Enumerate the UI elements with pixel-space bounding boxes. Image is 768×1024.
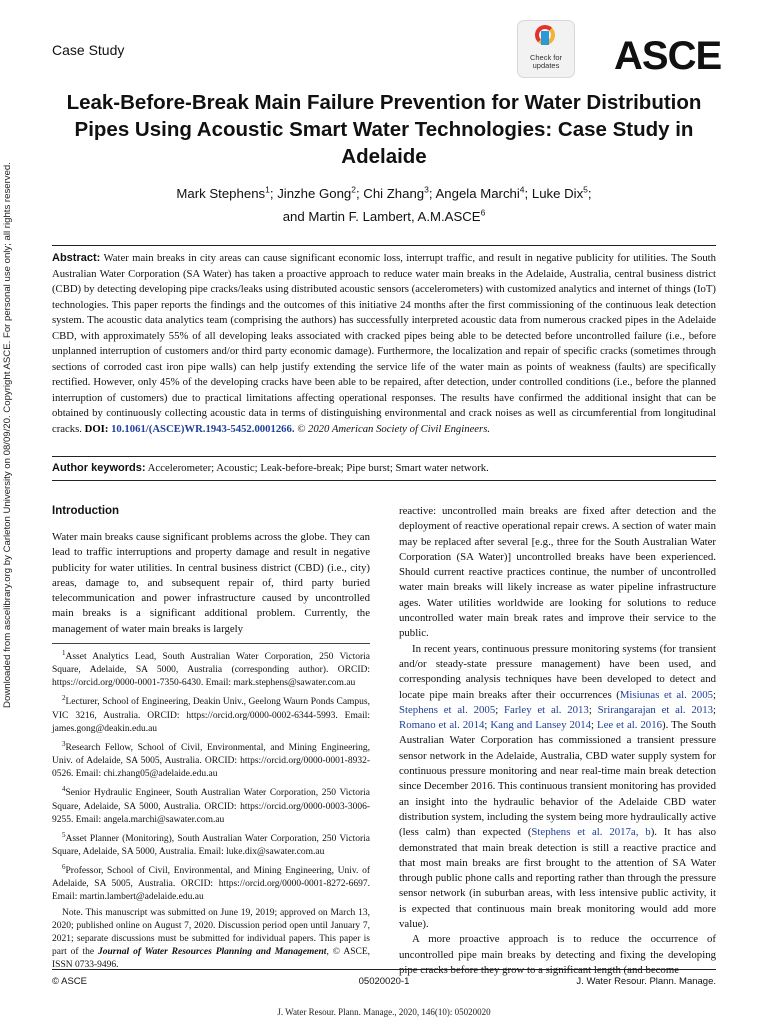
footer-journal: J. Water Resour. Plann. Manage.	[576, 976, 716, 987]
footer-copyright: © ASCE	[52, 976, 87, 987]
manuscript-note: Note. This manuscript was submitted on June 19, 2019; approved on March 13, 2020; published online on August 7, 2020. Discussion period open until January 7, 2021; separate discussions must be submitted for individual papers. This paper is part of the Journal of Water Resources Planning and Management, © ASCE, ISSN 0733-9496.	[52, 907, 370, 970]
citation-link[interactable]: Romano et al. 2014	[399, 719, 485, 732]
paper-title: Leak-Before-Break Main Failure Prevention for Water Distribution Pipes Using Acoustic Smart Water Technologies: Case Study in Adelaide	[66, 91, 702, 168]
author: Jinzhe Gong$^2$;	[277, 185, 364, 202]
footer-article-number: 05020020-1	[358, 976, 410, 987]
intro-paragraph: Water main breaks cause significant problems across the globe. They can lead to traffic interruptions and property damage and result in negative publicity for water utilities. In central business district (CBD) (i.e., city) areas, damage to, and subsequent repair of, third party buried telecommunication and power infrastructure caused by uncontrolled main breaks is a significant additional problem. Currently, the management of water main breaks is largely	[52, 531, 370, 635]
author: Chi Zhang$^3$;	[363, 185, 436, 202]
intro-paragraph: reactive: uncontrolled main breaks are fixed after detection and the deployment of reactive operational repair crews. A section of water main may be replaced after several [e.g., three for the South Australian Water Corporation (SA Water)] uncontrolled breaks have been experienced. Should current reactive practices continue, the number of uncontrolled water main breaks will likely increase as water pipeline infrastructure ages. Water utilities worldwide are looking for solutions to reduce uncontrolled water main break rates and improve their service to the public.	[399, 505, 716, 640]
intro-right-column	[399, 504, 716, 978]
keywords-bottom-rule	[52, 480, 716, 481]
footnote: $^6$Professor, School of Civil, Environmental, and Mining Engineering, Univ. of Adelaide, SA 5005, Australia. ORCID: https://orcid.org/0000-0001-8272-6697. Email: martin.lambert@adelaide.edu.au	[52, 863, 370, 903]
keywords-text: Accelerometer; Acoustic; Leak-before-break; Pipe burst; Smart water network.	[147, 462, 489, 474]
citation-link[interactable]: Stephens et al. 2005	[399, 703, 496, 716]
check-badge-label: Check for updates	[529, 53, 563, 70]
keywords-top-rule	[52, 456, 716, 457]
abstract-top-rule	[52, 245, 716, 246]
section-label: Case Study	[52, 42, 125, 58]
doi-link[interactable]: 10.1061/(ASCE)WR.1943-5452.0001266.	[111, 422, 295, 435]
author: and Martin F. Lambert, A.M.ASCE$^6$	[282, 207, 486, 224]
download-sidebar-notice: Downloaded from ascelibrary.org by Carleton University on 08/09/20. Copyright ASCE. For personal use only; all rights reserved.	[2, 162, 13, 708]
footnote: $^5$Asset Planner (Monitoring), South Australian Water Corporation, 250 Victoria Square, Adelaide, SA 5000, Australia. Email: luke.dix@sawater.com.au	[52, 830, 370, 857]
author-keywords	[52, 461, 716, 476]
citation-link[interactable]: Srirangarajan et al. 2013	[597, 703, 714, 716]
doi-label: DOI:	[84, 422, 109, 435]
footnote: $^2$Lecturer, School of Engineering, Deakin Univ., Geelong Waurn Ponds Campus, VIC 3216, Australia. ORCID: https://orcid.org/0000-0002-6344-5993. Email: james.gong@deakin.edu.au	[52, 694, 370, 734]
intro-left-column	[52, 530, 370, 637]
bookmark-icon	[541, 31, 549, 45]
author-list	[60, 181, 708, 226]
footnotes	[52, 647, 370, 974]
footer-rule	[52, 969, 716, 970]
author: Mark Stephens$^1$;	[176, 185, 278, 202]
section-heading-introduction: Introduction	[52, 505, 120, 517]
footnote-rule	[52, 643, 370, 644]
abstract	[52, 251, 716, 437]
citation-link[interactable]: Stephens et al. 2017a, b	[531, 826, 651, 839]
footnote: $^1$Asset Analytics Lead, South Australian Water Corporation, 250 Victoria Square, Adelaide, SA 5000, Australia (corresponding author). ORCID: https://orcid.org/0000-0001-7350-6430. Email: mark.stephens@sawater.com.au	[52, 649, 370, 689]
author: Luke Dix$^5$;	[531, 185, 592, 202]
abstract-label: Abstract:	[52, 252, 101, 264]
citation-line: J. Water Resour. Plann. Manage., 2020, 146(10): 05020020	[277, 1007, 491, 1017]
check-for-updates-badge[interactable]	[517, 20, 575, 78]
citation-link[interactable]: Lee et al. 2016	[597, 719, 663, 732]
author: Angela Marchi$^4$;	[435, 185, 532, 202]
abstract-text: Water main breaks in city areas can cause significant economic loss, interrupt traffic, and result in negative publicity for utilities. The South Australian Water Corporation (SA Water) has taken a proactive approach to reduce water main breaks in the Adelaide, Australia, central business district (CBD) by detecting developing pipe cracks/leaks using distributed acoustic sensors (accelerometers) with customized analytics and internet of things (IoT) technologies. This paper reports the findings and the outcomes of this initiative 24 months after the first commissioning of the continuous leak detection system. The acoustic data analytics team (comprising the authors) has successfully interpreted acoustic data from numerous cracked pipes in the Adelaide CBD, with approximately 55% of all developing leaks associated with cracked pipes being able to be detected before uncontrolled failure (i.e., before unplanned interruption of customers and/or third party economic damage). Furthermore, the localization and repair of specific cracks (sometimes through sections of corroded cast iron pipe walls) can help justify extending the service life of the water main as points of weakness (faults) are specifically rectified. However, only 45% of the developing cracks have been able to be repaired, after detection, under controlled conditions (i.e., before the planned interruption of customers) due to practical limitations affecting operational responses. The results have confirmed the additional insight that can be obtained by continuously collecting acoustic data in terms of distinguishing environmental and crack noises as well as circumferential from longitudinal cracks.	[52, 252, 716, 435]
asce-logo: ASCE	[614, 34, 722, 78]
keywords-label: Author keywords:	[52, 462, 146, 474]
footnote: $^4$Senior Hydraulic Engineer, South Australian Water Corporation, 250 Victoria Square, Adelaide, SA 5000, Australia. ORCID: https://orcid.org/0000-0003-3006-9255. Email: angela.marchi@sawater.com.au	[52, 785, 370, 825]
intro-paragraph: A more proactive approach is to reduce the occurrence of uncontrolled pipe main breaks by detecting and fixing the developing pipe cracks before they grow to a significant length (and become	[399, 933, 716, 976]
abstract-copyright: © 2020 American Society of Civil Engineers.	[297, 422, 491, 435]
citation-link[interactable]: Misiunas et al. 2005	[619, 688, 713, 701]
citation-link[interactable]: Farley et al. 2013	[504, 703, 589, 716]
intro-paragraph: In recent years, continuous pressure monitoring systems (for transient and/or steady-state pressure management) have been used, and corresponding analysis techniques have been developed to detect and locate pipe main breaks after their occurrences (Misiunas et al. 2005; Stephens et al. 2005; Farley et al. 2013; Srirangarajan et al. 2013; Romano et al. 2014; Kang and Lansey 2014; Lee et al. 2016). The South Australian Water Corporation has commissioned a transient pressure sensor network in the Adelaide, Australia, CBD water supply system for continuous pressure monitoring and near real-time main break detection since December 2016. This continuous transient monitoring has provided an insight into the hydraulic behavior of the Adelaide CBD water distribution system, including the system being more hydraulically active (less calm) than expected (Stephens et al. 2017a, b). It has also demonstrated that main break detection is still a reactive practice and that most main breaks are first brought to the attention of SA Water through public phone calls and reporting rather than through the pressure sensor network (in suburban areas, with less intensive public activity, it is expected that continuous main break monitoring would add more value).	[399, 642, 717, 931]
citation-link[interactable]: Kang and Lansey 2014	[490, 719, 592, 732]
footnote: $^3$Research Fellow, School of Civil, Environmental, and Mining Engineering, Univ. of Adelaide, SA 5005, Australia. ORCID: https://orcid.org/0000-0001-8932-0526. Email: chi.zhang05@adelaide.edu.au	[52, 739, 370, 780]
